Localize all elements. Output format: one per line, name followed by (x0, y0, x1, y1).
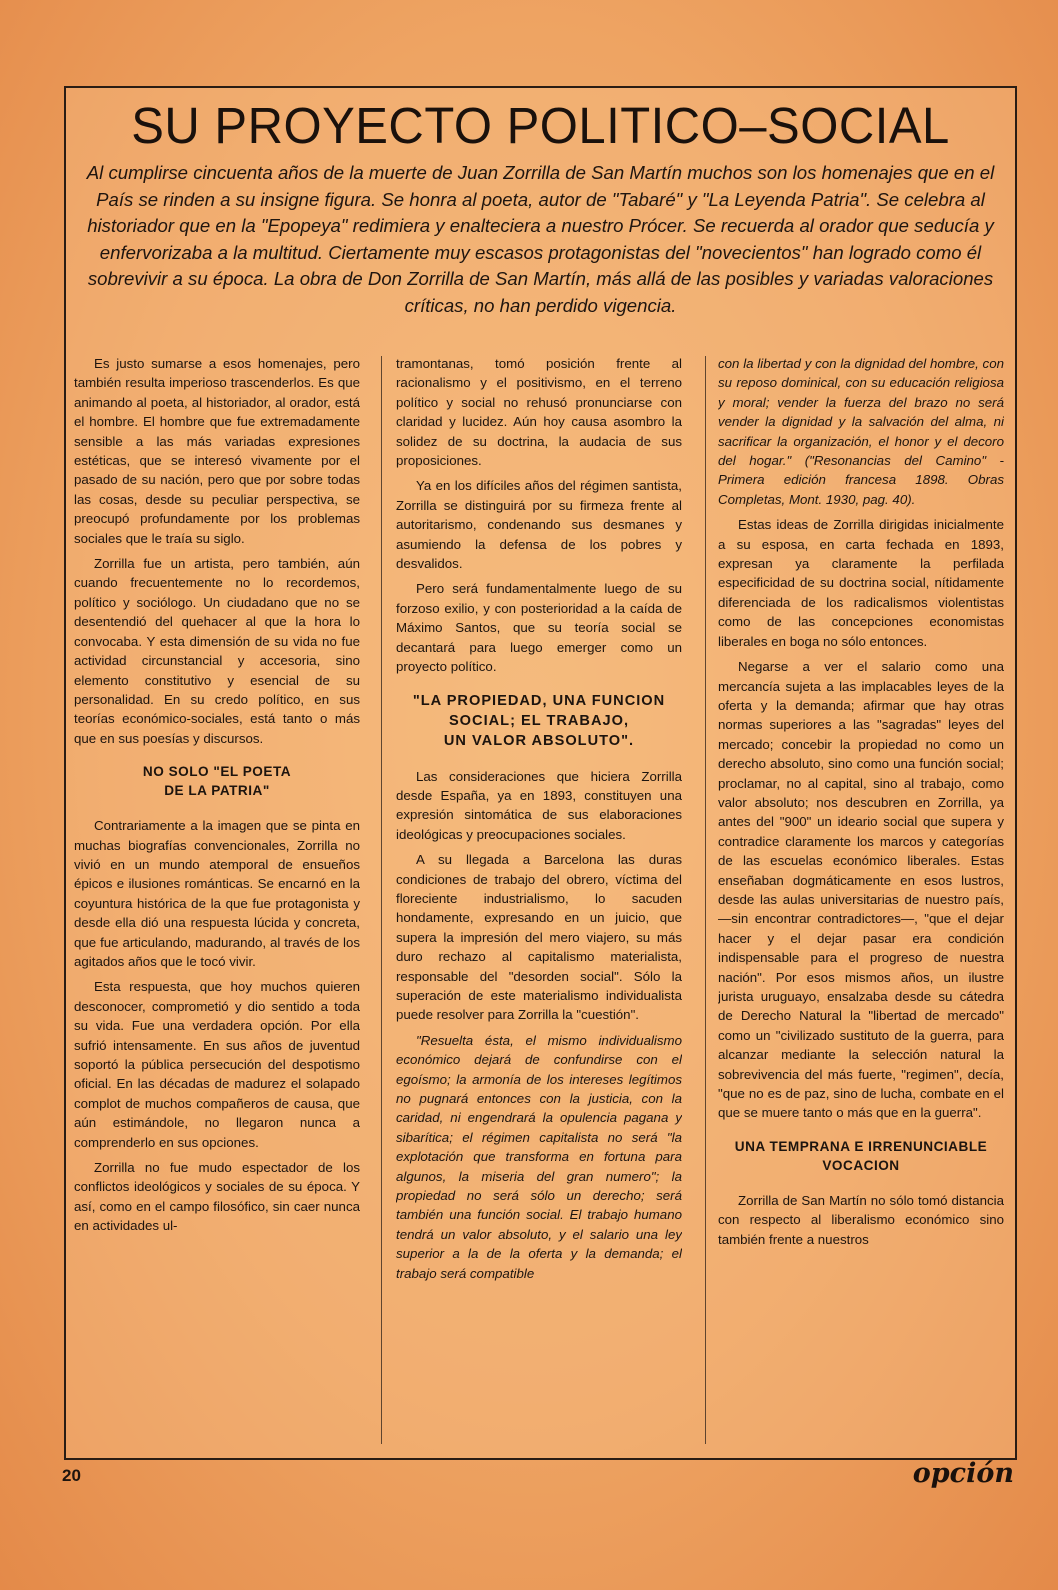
subheading-line: SOCIAL; EL TRABAJO, (448, 712, 630, 729)
paragraph: Pero será fundamentalmente luego de su forzoso exilio, y con posterioridad a la caída de Máximo Santos, que su teoría social se decantará para luego emerger como un proyecto político. (396, 581, 682, 675)
subheading (396, 691, 682, 751)
paragraph: Zorrilla fue un artista, pero también, aún cuando frecuentemente no lo recordemos, político y sociólogo. Un ciudadano que no se desentendió del quehacer al que la hora lo convocaba. Y esta dimensión de su vida no fue actividad circunstancial y accesoria, sino elemento constitutivo y esencial de su personalidad. En su credo político, en sus teorías económico-sociales, está tanto o más que en sus poesías y discursos. (74, 556, 360, 746)
quotation: "Resuelta ésta, el mismo individualismo económico dejará de confundirse con el egoísmo; la armonía de los intereses legítimos no pugnará entonces con la justicia, con la caridad, ni engendrará la opulencia pagana y sibarítica; el régimen capitalista no será "la explotación que transforma en fortuna para algunos, la miseria del gran numero"; la propiedad no será sólo un derecho; será también una función social. El trabajo humano tendrá un valor absoluto, y el salario una ley superior a la de la oferta y la demanda; el trabajo será compatible (396, 1032, 682, 1281)
paragraph: Contrariamente a la imagen que se pinta en muchas biografías convencionales, Zorrilla no vivió en un mundo atemporal de ensueños épicos e ilusiones románticas. Se encarnó en la coyuntura histórica de la que fue protagonista y desde ella dió una respuesta lúcida y concreta, que fue articulando, madurando, al través de los agitados años que le tocó vivir. (74, 818, 360, 969)
column-1 (74, 354, 360, 1454)
article-intro: Al cumplirse cincuenta años de la muerte de Juan Zorrilla de San Martín muchos son los homenajes que en el País se rinden a su insigne figura. Se honra al poeta, autor de "Tabaré" y "La Leyenda Patria". Se celebra al historiador que en la "Epopeya" redimiera y enalteciera a nuestro Prócer. Se recuerda al orador que seducía y enfervorizaba a la multitud. Ciertamente muy escasos protagonistas del "novecientos" han logrado como él sobrevivir a su época. La obra de Don Zorrilla de San Martín, más allá de las posibles y variadas valoraciones críticas, no han perdido vigencia. (86, 162, 995, 316)
paragraph: Estas ideas de Zorrilla dirigidas inicialmente a su esposa, en carta fechada en 1893, expresan ya claramente la perfilada especificidad de su doctrina social, nítidamente diferenciada de los radicalismos violentistas como de las concepciones economistas liberales en boga no sólo entonces. (718, 517, 1004, 649)
subheading-line: VOCACION (822, 1157, 900, 1173)
paragraph: A su llegada a Barcelona las duras condiciones de trabajo del obrero, víctima del floreciente industrialismo, lo sacuden hondamente, expresando en un juicio, que supera la impresión del mero viajero, su más duro rechazo al capitalismo materialista, responsable del "desorden social". Sólo la superación de este materialismo individualista puede resolver para Zorrilla la "cuestión". (396, 852, 682, 1023)
subheading (74, 762, 360, 800)
subheading-line: DE LA PATRIA" (164, 783, 270, 799)
subheading-line: NO SOLO "EL POETA (142, 764, 292, 780)
paragraph: Las consideraciones que hiciera Zorrilla desde España, ya en 1893, constituyen una expresión sintomática de sus elaboraciones ideológicas y preocupaciones sociales. (396, 768, 682, 842)
paragraph: tramontanas, tomó posición frente al racionalismo y el positivismo, en el terreno político y social no rehusó pronunciarse con claridad y lucidez. Aún hoy causa asombro la solidez de su doctrina, la audacia de sus proposiciones. (396, 356, 682, 469)
column-2 (396, 354, 682, 1454)
column-divider (705, 356, 706, 1444)
article-title: SU PROYECTO POLITICO–SOCIAL (131, 97, 950, 155)
magazine-logo: opción (912, 1458, 1014, 1489)
paragraph: Negarse a ver el salario como una mercancía sujeta a las implacables leyes de la oferta y la demanda; afirmar que hay otras normas superiores a las "sagradas" leyes del mercado; concebir la propiedad no como un derecho absoluto, sino como una función social; proclamar, no al capital, sino al trabajo, como valor absoluto; nos descubren en Zorrilla, ya antes del "900" un ideario social que supera y contradice claramente los marcos y categorías de las escuelas económico liberales. Estas enseñaban dogmáticamente en esos lustros, desde las aulas universitarias de nuestro país, —sin encontrar contradictores—, "que el dejar hacer y el dejar pasar era condición indispensable para el progreso de nuestra nación". Por esos mismos años, un ilustre jurista uruguayo, ensalzaba desde su cátedra de Derecho Natural la "libertad de mercado" como un "civilizado sustituto de la guerra, para alcanzar mediante la selección natural la sobrevivencia del más fuerte, "regimen", decía, "que no es de paz, sino de lucha, combate en el que se muere tanto o más que en la guerra". (718, 659, 1004, 1121)
paragraph: Es justo sumarse a esos homenajes, pero también resulta imperioso trascenderlos. Es que animando al poeta, al historiador, al orador, está el hombre. El hombre que fue extremadamente sensible a las más variadas expresiones estéticas, que se interesó vivamente por el pasado de su nación, pero que por sobre todas las cosas, desde su peculiar perspectiva, se preocupó profundamente por los problemas sociales que le traía su siglo. (74, 356, 360, 546)
subheading-line: "LA PROPIEDAD, UNA FUNCION (412, 692, 666, 709)
subheading (718, 1137, 1004, 1175)
paragraph: Esta respuesta, que hoy muchos quieren desconocer, comprometió y dio sentido a toda su vida. Fue una verdadera opción. Por ella sufrió intensamente. En sus años de juventud soportó la pública persecución del despotismo oficial. En las décadas de madurez el solapado complot de muchos compañeros de causa, que aún estimándole, no llegaron nunca a comprenderlo en sus opciones. (74, 979, 360, 1150)
subheading-line: UNA TEMPRANA E IRRENUNCIABLE (734, 1138, 988, 1154)
paragraph: Zorrilla no fue mudo espectador de los conflictos ideológicos y sociales de su época. Y así, como en el campo filosófico, sin caer nunca en actividades ul- (74, 1160, 360, 1234)
article-frame (64, 86, 1017, 1460)
paragraph: Ya en los difíciles años del régimen santista, Zorrilla se distinguirá por su firmeza frente al autoritarismo, condenando sus desmanes y asumiendo la defensa de los pobres y desvalidos. (396, 478, 682, 572)
column-divider (381, 356, 382, 1444)
paragraph: Zorrilla de San Martín no sólo tomó distancia con respecto al liberalismo económico sino también frente a nuestros (718, 1192, 1004, 1247)
subheading-line: UN VALOR ABSOLUTO". (443, 732, 635, 749)
page-number: 20 (62, 1466, 81, 1485)
quotation: con la libertad y con la dignidad del hombre, con su reposo dominical, con su educación religiosa y moral; vender la fuerza del brazo no será vender la dignidad y la salvación del alma, ni sacrificar la organización, el honor y el decoro del hogar." ("Resonancias del Camino" - Primera edición francesa 1898. Obras Completas, Mont. 1930, pag. 40). (718, 356, 1004, 507)
column-3 (718, 354, 1004, 1454)
